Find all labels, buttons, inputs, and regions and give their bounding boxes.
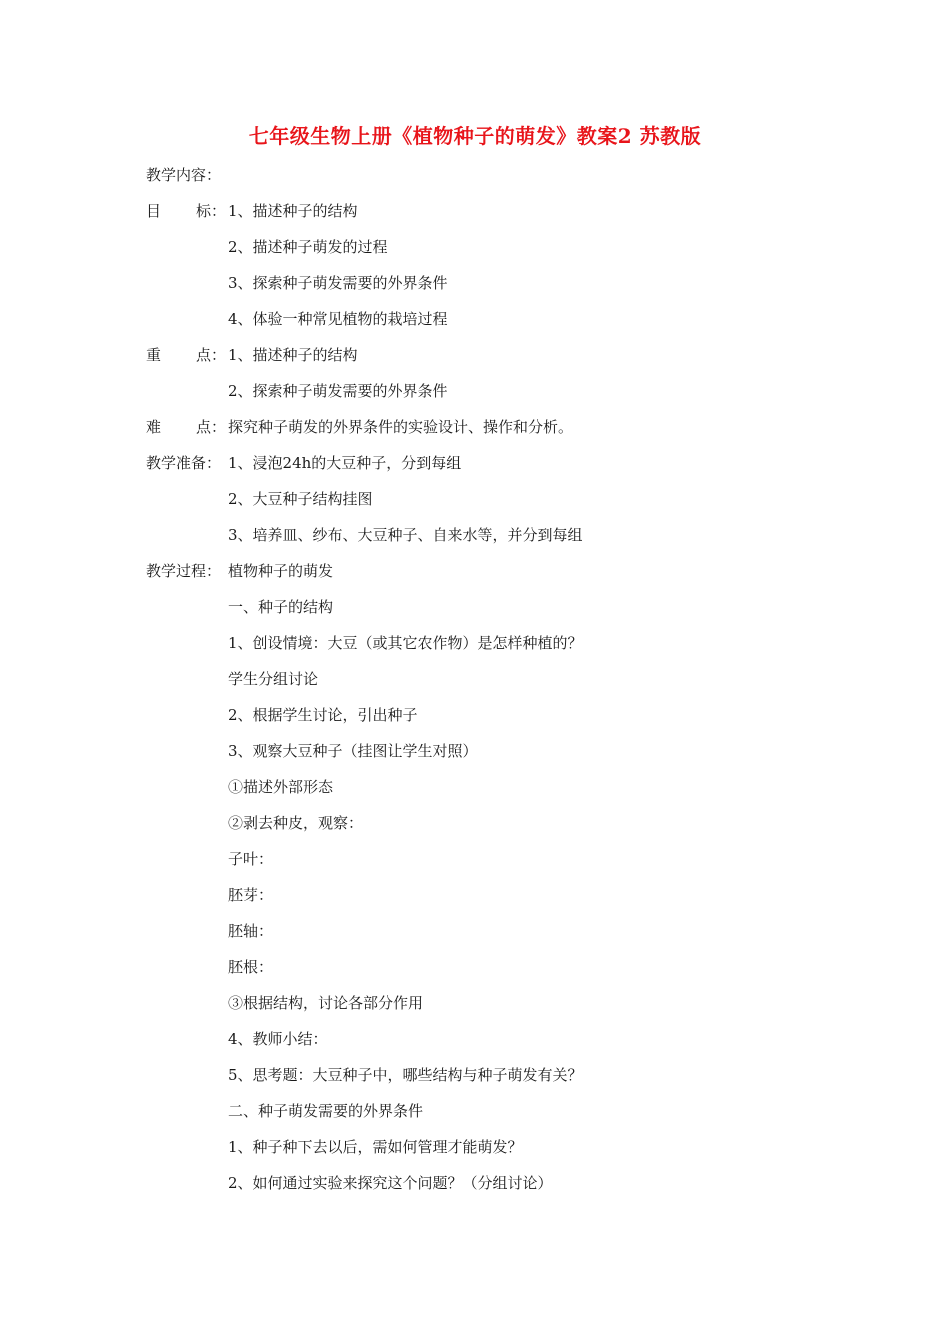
process-step: 1、种子种下去以后，需如何管理才能萌发？ <box>228 1138 523 1156</box>
process-title: 植物种子的萌发 <box>228 562 334 580</box>
line-preparation-3 <box>0 524 950 560</box>
line-objective-2 <box>0 236 950 272</box>
key-point-item: 2、探索种子萌发需要的外界条件 <box>228 382 448 400</box>
label-objectives-char1: 目 <box>146 202 162 220</box>
line-step <box>0 848 950 884</box>
preparation-item: 1、浸泡24h的大豆种子，分到每组 <box>228 454 462 472</box>
line-step <box>0 704 950 740</box>
document-title: 七年级生物上册《植物种子的萌发》教案2 苏教版 <box>248 124 702 148</box>
line-step <box>0 632 950 668</box>
key-point-item: 1、描述种子的结构 <box>228 346 358 364</box>
line-step <box>0 1172 950 1208</box>
label-key-points-char2: 点： <box>196 346 227 364</box>
line-teaching-content <box>0 164 950 200</box>
structure-hypocotyl: 胚轴： <box>228 922 274 940</box>
line-step <box>0 812 950 848</box>
line-step <box>0 1136 950 1172</box>
objective-item: 4、体验一种常见植物的栽培过程 <box>228 310 448 328</box>
line-step <box>0 1064 950 1100</box>
structure-radicle: 胚根： <box>228 958 274 976</box>
line-step <box>0 668 950 704</box>
process-step: 3、观察大豆种子（挂图让学生对照） <box>228 742 478 760</box>
label-difficulty-char1: 难 <box>146 418 162 436</box>
structure-cotyledon: 子叶： <box>228 850 274 868</box>
preparation-item: 3、培养皿、纱布、大豆种子、自来水等，并分到每组 <box>228 526 583 544</box>
line-objective-3 <box>0 272 950 308</box>
line-section-2 <box>0 1100 950 1136</box>
label-process: 教学过程： <box>146 562 222 580</box>
section-heading: 一、种子的结构 <box>228 598 334 616</box>
line-objectives <box>0 200 950 236</box>
line-section-1 <box>0 596 950 632</box>
process-step: 5、思考题：大豆种子中，哪些结构与种子萌发有关？ <box>228 1066 583 1084</box>
line-preparation <box>0 452 950 488</box>
objective-item: 2、描述种子萌发的过程 <box>228 238 388 256</box>
label-teaching-content: 教学内容： <box>146 166 222 184</box>
line-key-point-2 <box>0 380 950 416</box>
preparation-item: 2、大豆种子结构挂图 <box>228 490 373 508</box>
line-objective-4 <box>0 308 950 344</box>
process-step: ②剥去种皮，观察： <box>228 814 364 832</box>
label-preparation: 教学准备： <box>146 454 222 472</box>
line-step <box>0 920 950 956</box>
structure-plumule: 胚芽： <box>228 886 274 904</box>
line-key-points <box>0 344 950 380</box>
line-preparation-2 <box>0 488 950 524</box>
line-step <box>0 740 950 776</box>
process-step: 1、创设情境：大豆（或其它农作物）是怎样种植的？ <box>228 634 583 652</box>
process-step: ①描述外部形态 <box>228 778 334 796</box>
label-objectives-char2: 标： <box>196 202 227 220</box>
line-process <box>0 560 950 596</box>
section-heading: 二、种子萌发需要的外界条件 <box>228 1102 424 1120</box>
difficulty-text: 探究种子萌发的外界条件的实验设计、操作和分析。 <box>228 418 574 436</box>
label-key-points-char1: 重 <box>146 346 162 364</box>
objective-item: 1、描述种子的结构 <box>228 202 358 220</box>
line-step <box>0 776 950 812</box>
process-step: ③根据结构，讨论各部分作用 <box>228 994 424 1012</box>
line-step <box>0 1028 950 1064</box>
line-step <box>0 992 950 1028</box>
line-step <box>0 884 950 920</box>
process-step: 4、教师小结： <box>228 1030 328 1048</box>
process-step: 学生分组讨论 <box>228 670 319 688</box>
line-difficulty <box>0 416 950 452</box>
process-step: 2、如何通过实验来探究这个问题？（分组讨论） <box>228 1174 553 1192</box>
label-difficulty-char2: 点： <box>196 418 227 436</box>
line-step <box>0 956 950 992</box>
objective-item: 3、探索种子萌发需要的外界条件 <box>228 274 448 292</box>
process-step: 2、根据学生讨论，引出种子 <box>228 706 418 724</box>
